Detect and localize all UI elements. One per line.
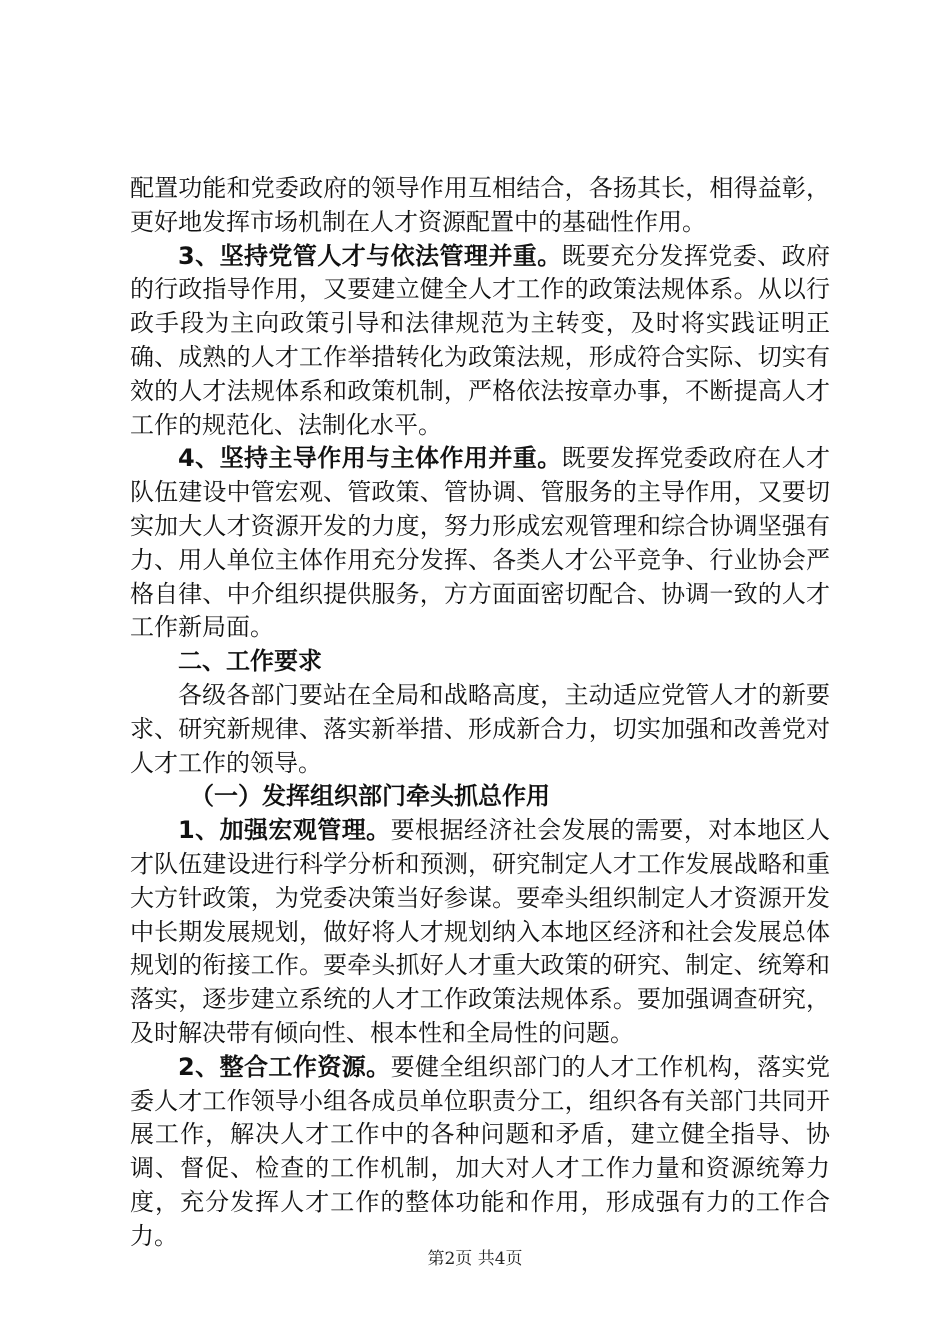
- page-footer: 第2页 共4页: [427, 1249, 523, 1269]
- paragraph-item-2: [130, 1051, 830, 1254]
- paragraph-principle-4: [130, 442, 830, 645]
- section-heading-requirements: 二、工作要求: [178, 647, 322, 676]
- document-body: [130, 172, 830, 1254]
- item-2-body: 要健全组织部门的人才工作机构，落实党委人才工作领导小组各成员单位职责分工，组织各有关部门共同开展工作，解决人才工作中的各种问题和矛盾，建立健全指导、协调、督促、检查的工作机制，加大对人才工作力量和资源统筹力度，充分发挥人才工作的整体功能和作用，形成强有力的工作合力。: [130, 1052, 830, 1250]
- subsection-heading-organization: （一）发挥组织部门牵头抓总作用: [190, 782, 550, 811]
- paragraph-requirements-intro: 各级各部门要站在全局和战略高度，主动适应党管人才的新要求、研究新规律、落实新举措、形成新合力，切实加强和改善党对人才工作的领导。: [130, 680, 830, 777]
- paragraph-principle-3: [130, 240, 830, 443]
- paragraph-item-1: [130, 814, 830, 1051]
- item-1-body: 要根据经济社会发展的需要，对本地区人才队伍建设进行科学分析和预测，研究制定人才工作发展战略和重大方针政策，为党委决策当好参谋。要牵头组织制定人才资源开发中长期发展规划，做好将人才规划纳入本地区经济和社会发展总体规划的衔接工作。要牵头抓好人才重大政策的研究、制定、统筹和落实，逐步建立系统的人才工作政策法规体系。要加强调查研究，及时解决带有倾向性、根本性和全局性的问题。: [130, 816, 830, 1047]
- item-2-heading: 2、整合工作资源。: [178, 1052, 391, 1081]
- principle-3-body: 既要充分发挥党委、政府的行政指导作用，又要建立健全人才工作的政策法规体系。从以行政手段为主向政策引导和法律规范为主转变，及时将实践证明正确、成熟的人才工作举措转化为政策法规，形成符合实际、切实有效的人才法规体系和政策机制，严格依法按章办事，不断提高人才工作的规范化、法制化水平。: [130, 241, 831, 439]
- item-1-heading: 1、加强宏观管理。: [178, 816, 391, 845]
- principle-4-body: 既要发挥党委政府在人才队伍建设中管宏观、管政策、管协调、管服务的主导作用，又要切实加大人才资源开发的力度，努力形成宏观管理和综合协调坚强有力、用人单位主体作用充分发挥、各类人才公平竞争、行业协会严格自律、中介组织提供服务，方方面面密切配合、协调一致的人才工作新局面。: [130, 444, 831, 642]
- principle-4-heading: 4、坚持主导作用与主体作用并重。: [178, 444, 562, 473]
- principle-3-heading: 3、坚持党管人才与依法管理并重。: [178, 241, 562, 270]
- paragraph-continuation: 配置功能和党委政府的领导作用互相结合，各扬其长，相得益彰，更好地发挥市场机制在人才资源配置中的基础性作用。: [130, 174, 830, 236]
